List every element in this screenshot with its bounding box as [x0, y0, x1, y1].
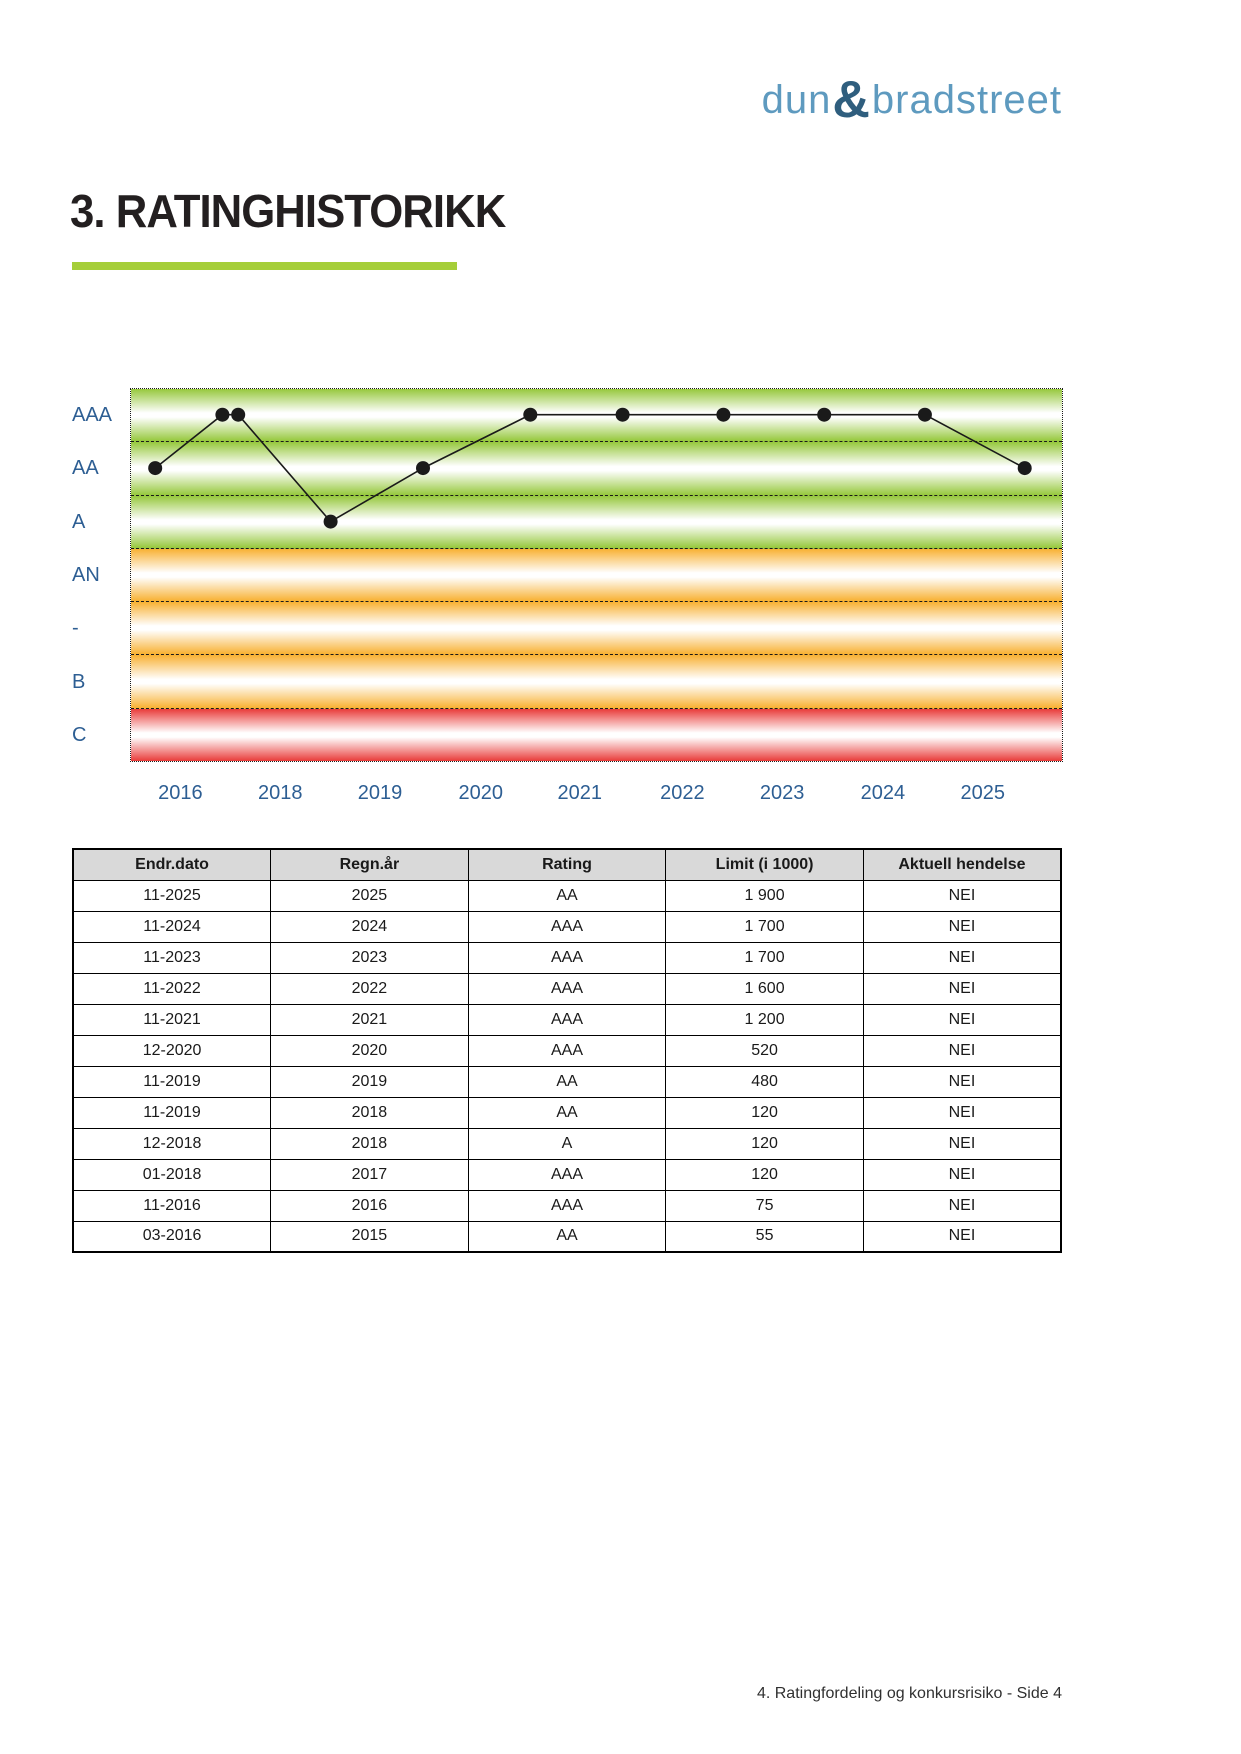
- table-cell: 1 700: [666, 942, 864, 973]
- x-axis-label: 2020: [458, 782, 504, 804]
- table-cell: 55: [666, 1221, 864, 1252]
- x-axis-label: 2022: [660, 782, 705, 804]
- table-cell: NEI: [863, 911, 1061, 942]
- table-cell: AAA: [468, 1190, 666, 1221]
- table-cell: NEI: [863, 1190, 1061, 1221]
- x-axis-label: 2016: [158, 782, 203, 804]
- y-axis-label: AAA: [72, 403, 113, 426]
- chart-y-axis: [60, 388, 126, 762]
- y-axis-label: AA: [72, 457, 99, 480]
- table-cell: 520: [666, 1035, 864, 1066]
- table-row: [73, 1159, 1061, 1190]
- table-cell: NEI: [863, 1159, 1061, 1190]
- x-axis-label: 2023: [759, 782, 805, 804]
- table-cell: AA: [468, 1097, 666, 1128]
- data-point: [231, 408, 245, 422]
- table-header-cell: Rating: [468, 849, 666, 880]
- table-cell: 2024: [271, 911, 469, 942]
- table-cell: 11-2022: [73, 973, 271, 1004]
- table-header-cell: Aktuell hendelse: [863, 849, 1061, 880]
- y-axis-label: -: [72, 617, 79, 640]
- table-row: [73, 1035, 1061, 1066]
- table-cell: NEI: [863, 1221, 1061, 1252]
- table-cell: 12-2020: [73, 1035, 271, 1066]
- table-cell: A: [468, 1128, 666, 1159]
- table-header-cell: Regn.år: [271, 849, 469, 880]
- table-row: [73, 973, 1061, 1004]
- table-row: [73, 880, 1061, 911]
- table-cell: 1 600: [666, 973, 864, 1004]
- data-point: [148, 461, 162, 475]
- x-axis-label: 2019: [357, 782, 403, 804]
- table-cell: 2021: [271, 1004, 469, 1035]
- table-cell: 120: [666, 1159, 864, 1190]
- table-cell: 11-2023: [73, 942, 271, 973]
- table-cell: 2016: [271, 1190, 469, 1221]
- table-cell: 11-2019: [73, 1097, 271, 1128]
- table-cell: 2015: [271, 1221, 469, 1252]
- table-cell: NEI: [863, 880, 1061, 911]
- logo-word-bradstreet: bradstreet: [871, 78, 1062, 122]
- data-point: [416, 461, 430, 475]
- table-cell: 2025: [271, 880, 469, 911]
- table-header-cell: Endr.dato: [73, 849, 271, 880]
- table-cell: 120: [666, 1097, 864, 1128]
- table-cell: 75: [666, 1190, 864, 1221]
- table-row: [73, 1004, 1061, 1035]
- table-cell: AA: [468, 1066, 666, 1097]
- table-cell: NEI: [863, 942, 1061, 973]
- table-cell: NEI: [863, 1128, 1061, 1159]
- data-point: [918, 408, 932, 422]
- table-cell: 480: [666, 1066, 864, 1097]
- table-cell: 12-2018: [73, 1128, 271, 1159]
- rating-table-body: [73, 880, 1061, 1252]
- table-row: [73, 1066, 1061, 1097]
- table-cell: AAA: [468, 1004, 666, 1035]
- rating-trend-line: [155, 415, 1024, 522]
- table-cell: 11-2021: [73, 1004, 271, 1035]
- y-axis-label: B: [72, 670, 86, 693]
- table-cell: 2020: [271, 1035, 469, 1066]
- logo-word-dun: dun: [761, 78, 832, 122]
- rating-table-head-row: [73, 849, 1061, 880]
- data-point: [215, 408, 229, 422]
- table-cell: AA: [468, 880, 666, 911]
- table-cell: 11-2024: [73, 911, 271, 942]
- dun-bradstreet-logo: [761, 70, 1062, 129]
- table-cell: 2018: [271, 1097, 469, 1128]
- logo-ampersand-icon: &: [832, 71, 871, 129]
- section-title: 3. RATINGHISTORIKK: [70, 185, 506, 237]
- x-axis-label: 2018: [257, 782, 303, 804]
- table-cell: 03-2016: [73, 1221, 271, 1252]
- table-row: [73, 1221, 1061, 1252]
- table-cell: 1 700: [666, 911, 864, 942]
- data-point: [817, 408, 831, 422]
- data-point: [324, 515, 338, 529]
- table-cell: NEI: [863, 1097, 1061, 1128]
- table-row: [73, 1190, 1061, 1221]
- table-cell: NEI: [863, 1035, 1061, 1066]
- table-cell: AA: [468, 1221, 666, 1252]
- rating-table: [72, 848, 1062, 1253]
- table-cell: 120: [666, 1128, 864, 1159]
- table-cell: 01-2018: [73, 1159, 271, 1190]
- data-point: [1018, 461, 1032, 475]
- chart-line-svg: [130, 388, 1063, 762]
- table-cell: 11-2016: [73, 1190, 271, 1221]
- table-cell: 11-2025: [73, 880, 271, 911]
- table-cell: NEI: [863, 973, 1061, 1004]
- table-cell: 2017: [271, 1159, 469, 1190]
- table-cell: 1 200: [666, 1004, 864, 1035]
- table-cell: 2018: [271, 1128, 469, 1159]
- x-axis-label: 2025: [960, 782, 1005, 804]
- data-point: [616, 408, 630, 422]
- table-cell: AAA: [468, 1035, 666, 1066]
- table-cell: 1 900: [666, 880, 864, 911]
- y-axis-label: C: [72, 724, 87, 747]
- table-row: [73, 1128, 1061, 1159]
- x-axis-label: 2024: [860, 782, 906, 804]
- table-cell: AAA: [468, 973, 666, 1004]
- table-row: [73, 911, 1061, 942]
- table-cell: AAA: [468, 911, 666, 942]
- data-point: [716, 408, 730, 422]
- table-cell: 11-2019: [73, 1066, 271, 1097]
- table-row: [73, 1097, 1061, 1128]
- data-point: [523, 408, 537, 422]
- page-footer: 4. Ratingfordeling og konkursrisiko - Side 4: [756, 1685, 1062, 1702]
- table-header-cell: Limit (i 1000): [666, 849, 864, 880]
- table-cell: NEI: [863, 1004, 1061, 1035]
- table-cell: 2023: [271, 942, 469, 973]
- table-cell: 2022: [271, 973, 469, 1004]
- title-underline: [72, 262, 457, 270]
- table-row: [73, 942, 1061, 973]
- y-axis-label: AN: [72, 564, 100, 586]
- y-axis-label: A: [72, 510, 86, 533]
- table-cell: AAA: [468, 1159, 666, 1190]
- chart-x-axis: [130, 782, 1063, 812]
- x-axis-label: 2021: [557, 782, 602, 804]
- table-cell: AAA: [468, 942, 666, 973]
- table-cell: NEI: [863, 1066, 1061, 1097]
- table-cell: 2019: [271, 1066, 469, 1097]
